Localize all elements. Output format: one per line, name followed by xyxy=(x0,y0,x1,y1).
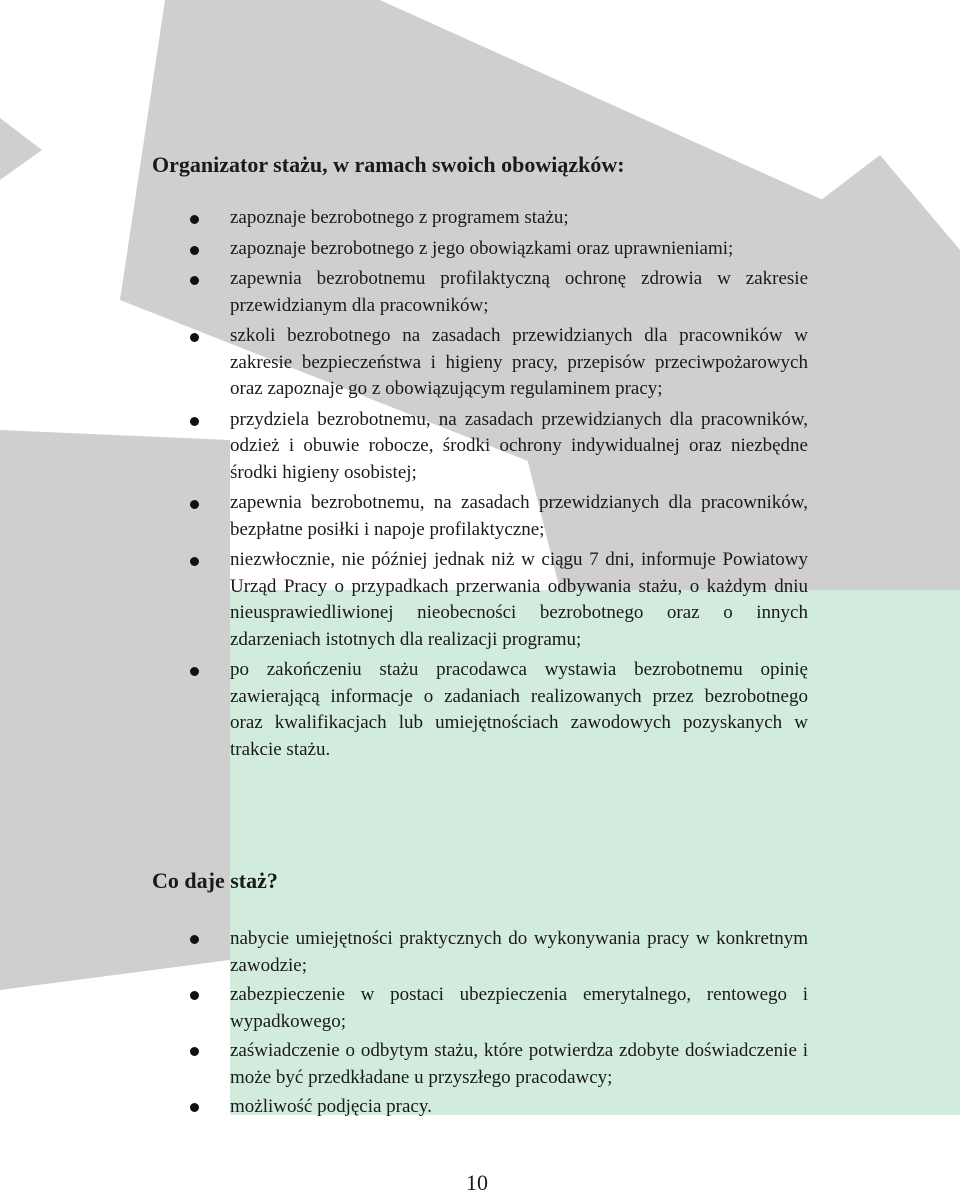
list-item xyxy=(0,1093,960,1120)
bullet-icon xyxy=(190,991,199,1000)
bullet-icon xyxy=(190,215,199,224)
bullet-icon xyxy=(190,246,199,255)
section-title-benefits: Co daje staż? xyxy=(152,868,278,893)
list-item xyxy=(0,981,960,1035)
bullet-icon xyxy=(190,417,199,426)
list-item xyxy=(0,266,960,319)
list-item xyxy=(0,205,960,232)
list-item-text: zapewnia bezrobotnemu, na zasadach przewidzianych dla pracowników, bezpłatne posiłki i napoje profilaktyczne; xyxy=(230,492,808,540)
organizer-duties-list xyxy=(0,205,960,767)
list-item xyxy=(0,236,960,263)
bullet-icon xyxy=(190,500,199,509)
list-item xyxy=(0,490,960,543)
benefits-list xyxy=(0,925,960,1122)
list-item-text: zaświadczenie o odbytym stażu, które potwierdza zdobyte doświadczenie i może być przedkładane u przyszłego pracodawcy; xyxy=(230,1040,808,1088)
list-item xyxy=(0,925,960,979)
bullet-icon xyxy=(190,1103,199,1112)
bullet-icon xyxy=(190,935,199,944)
list-item-text: przydziela bezrobotnemu, na zasadach przewidzianych dla pracowników, odzież i obuwie robocze, środki ochrony indywidualnej oraz niezbędne środki higieny osobistej; xyxy=(230,408,808,483)
list-item-text: szkoli bezrobotnego na zasadach przewidzianych dla pracowników w zakresie bezpieczeństwa i higieny pracy, przepisów przeciwpożarowych oraz zapoznaje go z obowiązującym regulaminem pracy; xyxy=(230,325,808,399)
list-item xyxy=(0,1037,960,1091)
list-item-text: nabycie umiejętności praktycznych do wykonywania pracy w konkretnym zawodzie; xyxy=(230,928,808,976)
list-item xyxy=(0,657,960,763)
bullet-icon xyxy=(190,1047,199,1056)
list-item xyxy=(0,547,960,653)
list-item xyxy=(0,407,960,487)
page-number: 10 xyxy=(466,1170,488,1195)
bullet-icon xyxy=(190,333,199,342)
list-item-text: możliwość podjęcia pracy. xyxy=(230,1096,432,1117)
list-item-text: zabezpieczenie w postaci ubezpieczenia emerytalnego, rentowego i wypadkowego; xyxy=(230,984,808,1032)
bullet-icon xyxy=(190,276,199,285)
bullet-icon xyxy=(190,667,199,676)
list-item-text: zapoznaje bezrobotnego z programem stażu; xyxy=(230,207,569,228)
bullet-icon xyxy=(190,557,199,566)
section-title-organizer-duties: Organizator stażu, w ramach swoich obowiązków: xyxy=(152,152,625,177)
list-item-text: niezwłocznie, nie później jednak niż w ciągu 7 dni, informuje Powiatowy Urząd Pracy o przypadkach przerwania odbywania stażu, o każdym dniu nieusprawiedliwionej nieobecności bezrobotnego oraz o innych zdarzeniach istotnych dla realizacji programu; xyxy=(230,549,808,650)
list-item-text: zapewnia bezrobotnemu profilaktyczną ochronę zdrowia w zakresie przewidzianym dla pracowników; xyxy=(230,268,808,316)
list-item-text: po zakończeniu stażu pracodawca wystawia bezrobotnemu opinię zawierającą informacje o zadaniach realizowanych przez bezrobotnego oraz kwalifikacjach lub umiejętnościach zawodowych pozyskanych w trakcie stażu. xyxy=(230,659,808,760)
list-item-text: zapoznaje bezrobotnego z jego obowiązkami oraz uprawnieniami; xyxy=(230,237,734,259)
list-item xyxy=(0,323,960,403)
